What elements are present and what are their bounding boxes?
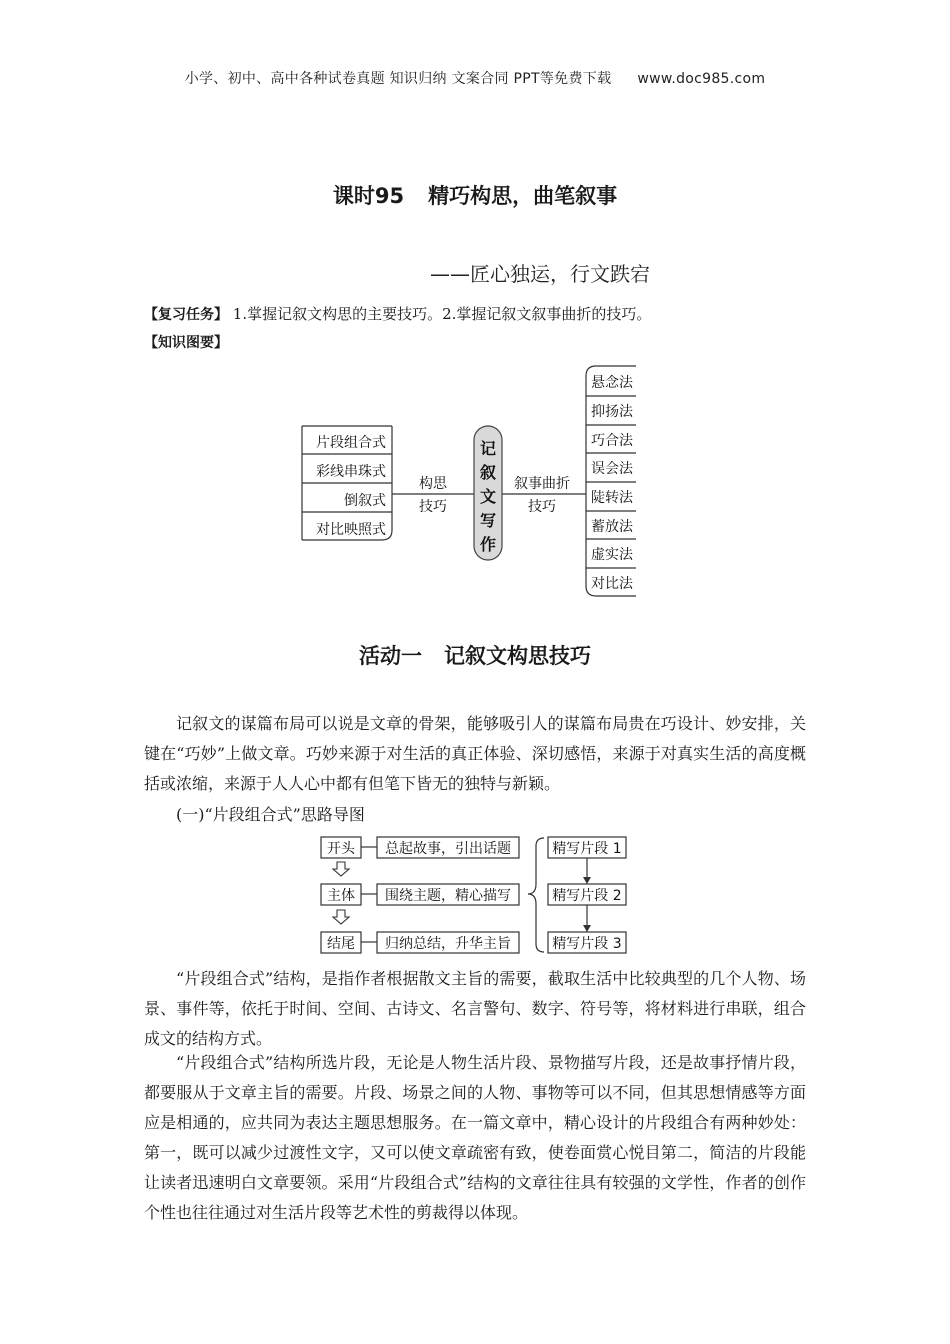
intro-paragraph: 记叙文的谋篇布局可以说是文章的骨架，能够吸引人的谋篇布局贵在巧设计、妙安排，关键在“巧妙”上做文章。巧妙来源于对生活的真正体验、深切感悟，来源于对真实生活的高度概括或浓缩，来源于人人心中都有但笔下皆无的独特与新颖。 bbox=[144, 714, 806, 793]
knowledge-map-label: 【知识图要】 bbox=[144, 335, 228, 351]
left-label-line: 技巧 bbox=[419, 499, 447, 515]
right-item: 对比法 bbox=[591, 576, 633, 592]
title-topic: 精巧构思，曲笔叙事 bbox=[428, 184, 618, 208]
title-lesson: 课时95 bbox=[332, 184, 405, 208]
right-item: 抑扬法 bbox=[591, 404, 633, 420]
header-url[interactable]: www.doc985.com bbox=[637, 71, 766, 87]
activity-number: 活动一 bbox=[359, 644, 422, 668]
review-label: 【复习任务】 bbox=[144, 307, 228, 323]
center-char: 记 bbox=[479, 439, 497, 458]
flow-left-label: 开头 bbox=[327, 841, 355, 857]
flow-middle-label: 归纳总结，升华主旨 bbox=[385, 936, 511, 952]
left-item: 对比映照式 bbox=[316, 522, 386, 538]
center-char: 作 bbox=[479, 535, 497, 554]
left-item: 片段组合式 bbox=[316, 435, 386, 451]
right-item: 误会法 bbox=[591, 461, 633, 477]
right-item: 蓄放法 bbox=[591, 519, 633, 535]
right-item: 悬念法 bbox=[591, 375, 633, 391]
right-item: 陡转法 bbox=[591, 490, 633, 506]
flow-left-label: 结尾 bbox=[327, 936, 355, 952]
right-label-line: 技巧 bbox=[528, 499, 556, 515]
flow-middle-label: 总起故事，引出话题 bbox=[385, 841, 511, 857]
flow-right-label: 精写片段 1 bbox=[552, 841, 622, 857]
left-item: 彩线串珠式 bbox=[316, 464, 386, 480]
right-item: 虚实法 bbox=[591, 547, 633, 563]
flow-right-label: 精写片段 2 bbox=[552, 888, 622, 904]
center-char: 叙 bbox=[479, 463, 497, 482]
flow-middle-label: 围绕主题，精心描写 bbox=[385, 888, 511, 904]
paragraph-definition: “片段组合式”结构，是指作者根据散文主旨的需要，截取生活中比较典型的几个人物、场景、事件等，依托于时间、空间、古诗文、名言警句、数字、符号等，将材料进行串联，组合成文的结构方式。 bbox=[144, 969, 806, 1048]
center-char: 写 bbox=[479, 511, 497, 530]
header-text: 小学、初中、高中各种试卷真题 知识归纳 文案合同 PPT等免费下载 bbox=[184, 71, 612, 87]
center-char: 文 bbox=[479, 487, 497, 506]
activity-topic: 记叙文构思技巧 bbox=[444, 644, 591, 668]
page-subtitle: ——匠心独运，行文跌宕 bbox=[430, 262, 650, 286]
section-heading: (一)“片段组合式”思路导图 bbox=[176, 805, 365, 824]
right-item: 巧合法 bbox=[591, 433, 633, 449]
left-item: 倒叙式 bbox=[344, 493, 386, 509]
flow-right-label: 精写片段 3 bbox=[552, 936, 622, 952]
left-label-line: 构思 bbox=[419, 476, 447, 492]
right-label-line: 叙事曲折 bbox=[514, 476, 570, 492]
flow-left-label: 主体 bbox=[327, 888, 355, 904]
review-text: 1.掌握记叙文构思的主要技巧。2.掌握记叙文叙事曲折的技巧。 bbox=[232, 305, 652, 323]
paragraph-explanation: “片段组合式”结构所选片段，无论是人物生活片段、景物描写片段，还是故事抒情片段，都要服从于文章主旨的需要。片段、场景之间的人物、事物等可以不同，但其思想情感等方面应是相通的，应共同为表达主题思想服务。在一篇文章中，精心设计的片段组合有两种妙处：第一，既可以减少过渡性文字，又可以使文章疏密有致，使卷面赏心悦目第二，简洁的片段能让读者迅速明白文章要领。采用“片段组合式”结构的文章往往具有较强的文学性，作者的创作个性也往往通过对生活片段等艺术性的剪裁得以体现。 bbox=[144, 1053, 806, 1222]
